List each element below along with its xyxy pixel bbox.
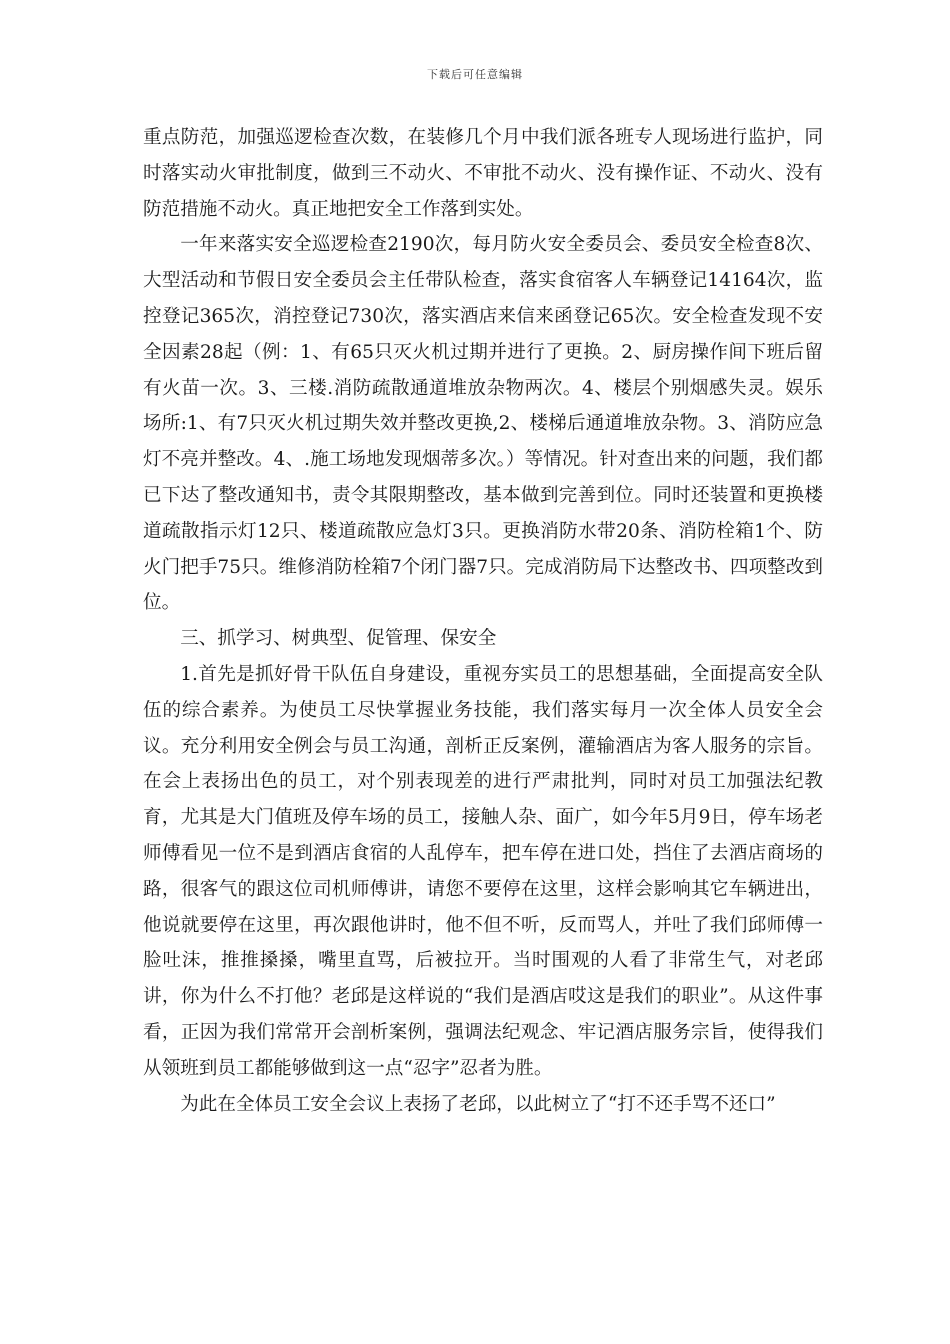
page-header: 下载后可任意编辑: [427, 68, 523, 81]
paragraph-team-building: 1.首先是抓好骨干队伍自身建设，重视夯实员工的思想基础，全面提高安全队伍的综合素养。为使员工尽快掌握业务技能，我们落实每月一次全体人员安全会议。充分利用安全例会与员工沟通，剖析正反案例，灌输酒店为客人服务的宗旨。在会上表扬出色的员工，对个别表现差的进行严肃批判，同时对员工加强法纪教育，尤其是大门值班及停车场的员工，接触人杂、面广，如今年5月9日，停车场老师傅看见一位不是到酒店食宿的人乱停车，把车停在进口处，挡住了去酒店商场的路，很客气的跟这位司机师傅讲，请您不要停在这里，这样会影响其它车辆进出，他说就要停在这里，再次跟他讲时，他不但不听，反而骂人，并吐了我们邱师傅一脸吐沫，推推搡搡，嘴里直骂，后被拉开。当时围观的人看了非常生气，对老邱讲，你为什么不打他？老邱是这样说的“我们是酒店哎这是我们的职业”。从这件事看，正因为我们常常开会剖析案例，强调法纪观念、牢记酒店服务宗旨，使得我们从领班到员工都能够做到这一点“忍字”忍者为胜。: [143, 663, 823, 1079]
paragraph-commendation: 为此在全体员工安全会议上表扬了老邱，以此树立了“打不还手骂不还口”: [180, 1093, 776, 1115]
paragraph-fire-prevention: 重点防范，加强巡逻检查次数，在装修几个月中我们派各班专人现场进行监护，同时落实动火审批制度，做到三不动火、不审批不动火、没有操作证、不动火、没有防范措施不动火。真正地把安全工作落到实处。: [143, 127, 823, 220]
document-body: [143, 120, 823, 1122]
paragraph-inspection-stats: 一年来落实安全巡逻检查2190次，每月防火安全委员会、委员安全检查8次、大型活动和节假日安全委员会主任带队检查，落实食宿客人车辆登记14164次，监控登记365次，消控登记730次，落实酒店来信来函登记65次。安全检查发现不安全因素28起（例：1、有65只灭火机过期并进行了更换。2、厨房操作间下班后留有火苗一次。3、三楼.消防疏散通道堆放杂物两次。4、楼层个别烟感失灵。娱乐场所:1、有7只灭火机过期失效并整改更换,2、楼梯后通道堆放杂物。3、消防应急灯不亮并整改。4、.施工场地发现烟蒂多次。）等情况。针对查出来的问题，我们都已下达了整改通知书，责令其限期整改，基本做到完善到位。同时还装置和更换楼道疏散指示灯12只、楼道疏散应急灯3只。更换消防水带20条、消防栓箱1个、防火门把手75只。维修消防栓箱7个闭门器7只。完成消防局下达整改书、四项整改到位。: [143, 234, 823, 614]
section-heading-three: 三、抓学习、树典型、促管理、保安全: [180, 628, 497, 650]
